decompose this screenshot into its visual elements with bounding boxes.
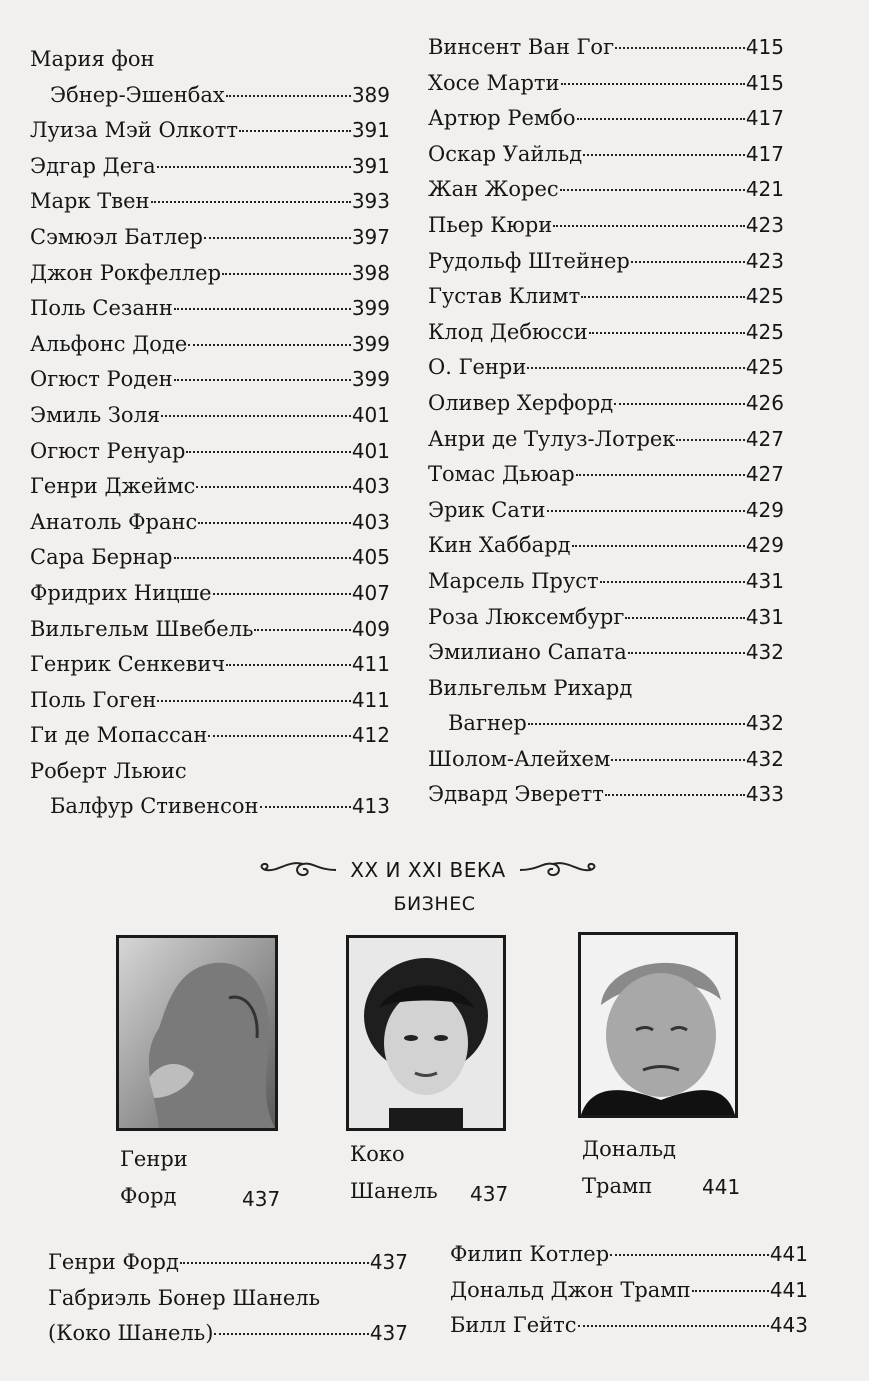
entry-name: Рудольф Штейнер [428,248,630,273]
entry-name: Билл Гейтс [450,1313,577,1338]
caption-line2: Трамп [582,1174,653,1198]
index-entry [30,754,390,790]
caption-page: 441 [702,1175,741,1199]
index-entry [30,683,390,719]
entry-page: 443 [769,1313,808,1338]
entry-page: 429 [745,497,784,522]
index-entry [30,434,390,470]
entry-name: Шолом-Алейхем [428,746,611,771]
dot-leader [560,189,745,191]
entry-name: О. Генри [428,355,527,380]
section-header [238,852,618,888]
index-entry [428,172,784,208]
dot-leader [578,1325,769,1327]
entry-name: Сара Бернар [30,545,173,570]
portrait-donald-trump [578,932,738,1118]
index-entry [428,137,784,173]
dot-leader [204,237,351,239]
index-entry [450,1308,808,1344]
entry-name: Вильгельм Рихард [428,675,633,700]
entry-name: Марсель Пруст [428,568,599,593]
dot-leader [692,1290,769,1292]
index-entry [428,208,784,244]
entry-page: 423 [745,248,784,273]
entry-name: Густав Климт [428,284,581,309]
entry-name: Джон Рокфеллер [30,260,222,285]
entry-name: Кин Хаббард [428,533,571,558]
entry-name: Генри Форд [48,1250,179,1274]
index-entry [30,113,390,149]
dot-leader [174,379,351,381]
index-entry [428,30,784,66]
caption-line1: Коко [350,1142,405,1166]
dot-leader [196,486,350,488]
index-entry [428,350,784,386]
entry-page: 391 [351,153,390,178]
index-entry [30,469,390,505]
entry-page: 389 [351,82,390,107]
index-entry [30,220,390,256]
caption-page: 437 [470,1182,509,1206]
entry-name: Сэмюэл Батлер [30,224,204,249]
index-entry [30,540,390,576]
dot-leader [213,593,351,595]
dot-leader [600,581,745,583]
dot-leader [628,652,745,654]
section-title: XX И XXI ВЕКА [350,858,506,882]
dot-leader [186,451,350,453]
index-entry [30,184,390,220]
dot-leader [180,1262,369,1264]
entry-page: 391 [351,118,390,143]
dot-leader [188,344,351,346]
entry-name: Роберт Льюис [30,758,187,783]
entry-page: 427 [745,426,784,451]
portrait-coco-chanel [346,935,506,1131]
dot-leader [614,403,745,405]
dot-leader [553,225,745,227]
dot-leader [161,415,351,417]
dot-leader [157,700,350,702]
dot-leader [527,367,744,369]
entry-page: 425 [745,319,784,344]
entry-page: 429 [745,533,784,558]
entry-name: Роза Люксембург [428,604,625,629]
entry-name: Эбнер-Эшенбах [50,82,225,107]
entry-page: 432 [745,711,784,736]
entry-name: Балфур Стивенсон [50,794,259,819]
index-entry [428,66,784,102]
entry-page: 401 [351,438,390,463]
entry-page: 413 [351,794,390,819]
dot-leader [583,154,745,156]
index-entry [30,327,390,363]
dot-leader [611,759,745,761]
dot-leader [561,83,745,85]
entry-page: 398 [351,260,390,285]
index-entry [30,612,390,648]
entry-name: Эдвард Эверетт [428,782,604,807]
index-entry [428,742,784,778]
entry-name: Анри де Тулуз-Лотрек [428,426,676,451]
entry-page: 409 [351,616,390,641]
entry-page: 399 [351,331,390,356]
index-entry [428,386,784,422]
entry-page: 441 [769,1242,808,1266]
entry-page: 412 [351,723,390,748]
entry-name: Луиза Мэй Олкотт [30,118,239,143]
index-entry [48,1281,408,1317]
dot-leader [605,794,745,796]
dot-leader [676,439,744,441]
entry-name: Генри Джеймс [30,474,196,499]
entry-name: Вильгельм Швебель [30,616,254,641]
dot-leader [615,47,745,49]
entry-page: 417 [745,106,784,131]
dot-leader [198,522,351,524]
dot-leader [547,510,745,512]
index-entry [428,528,784,564]
dot-leader [208,735,351,737]
entry-name: Ги де Мопассан [30,723,208,748]
entry-page: 433 [745,782,784,807]
entry-name: (Коко Шанель) [48,1321,214,1346]
entry-name: Оливер Херфорд [428,390,614,415]
index-bottom-right [450,1237,808,1344]
entry-name: Жан Жорес [428,177,559,202]
entry-page: 437 [369,1250,408,1274]
entry-name: Хосе Марти [428,70,560,95]
caption-line1: Дональд [582,1137,676,1161]
entry-page: 399 [351,367,390,392]
entry-page: 397 [351,224,390,249]
index-entry [428,493,784,529]
dot-leader [214,1333,368,1335]
entry-page: 403 [351,509,390,534]
entry-page: 407 [351,580,390,605]
index-entry [450,1273,808,1309]
index-entry [450,1237,808,1273]
index-entry [428,600,784,636]
entry-page: 393 [351,189,390,214]
entry-name: Альфонс Доде [30,331,188,356]
dot-leader [157,166,351,168]
entry-name: Эмилиано Сапата [428,640,627,665]
entry-page: 427 [745,462,784,487]
entry-name: Эмиль Золя [30,402,161,427]
left-ornament-icon [258,858,338,882]
index-entry [428,422,784,458]
portrait-henry-ford [116,935,278,1131]
index-entry [428,279,784,315]
entry-name: Габриэль Бонер Шанель [48,1285,321,1310]
dot-leader [174,308,351,310]
caption-henry-ford [120,1141,290,1221]
entry-name: Артюр Рембо [428,106,576,131]
entry-page: 432 [745,640,784,665]
entry-page: 441 [769,1277,808,1302]
entry-page: 421 [745,177,784,202]
entry-name: Оскар Уайльд [428,141,583,166]
entry-name: Марк Твен [30,189,150,214]
entry-page: 431 [745,604,784,629]
entry-page: 411 [351,652,390,677]
entry-name: Эрик Сати [428,497,546,522]
entry-page: 405 [351,545,390,570]
entry-name: Вагнер [448,711,527,736]
index-column-left [30,42,390,825]
entry-page: 403 [351,474,390,499]
dot-leader [226,95,351,97]
entry-page: 431 [745,568,784,593]
entry-name: Анатоль Франс [30,509,198,534]
entry-name: Огюст Роден [30,367,173,392]
entry-name: Мария фон [30,47,155,71]
index-column-right [428,30,784,813]
index-entry [30,505,390,541]
entry-name: Огюст Ренуар [30,438,186,463]
index-entry [30,576,390,612]
entry-name: Эдгар Дега [30,153,156,178]
index-bottom-left [48,1245,408,1352]
dot-leader [528,723,745,725]
entry-name: Пьер Кюри [428,212,553,237]
dot-leader [576,474,745,476]
dot-leader [577,118,745,120]
entry-page: 425 [745,284,784,309]
dot-leader [260,806,351,808]
entry-page: 432 [745,746,784,771]
entry-page: 415 [745,35,784,59]
dot-leader [581,296,745,298]
dot-leader [572,545,745,547]
entry-page: 425 [745,355,784,380]
entry-name: Поль Сезанн [30,296,173,321]
entry-page: 411 [351,687,390,712]
dot-leader [254,629,350,631]
index-entry [428,564,784,600]
dot-leader [151,201,351,203]
index-entry [30,256,390,292]
index-entry [30,42,390,78]
entry-name: Поль Гоген [30,687,157,712]
right-ornament-icon [518,858,598,882]
entry-page: 399 [351,296,390,321]
index-entry [30,398,390,434]
index-entry [48,1316,408,1352]
dot-leader [174,557,351,559]
index-entry [428,244,784,280]
index-entry [428,706,784,742]
entry-page: 401 [351,402,390,427]
index-entry [30,291,390,327]
dot-leader [589,332,745,334]
index-entry [428,457,784,493]
entry-name: Фридрих Ницше [30,580,212,605]
index-entry [30,718,390,754]
index-entry [30,789,390,825]
index-entry [428,101,784,137]
entry-page: 437 [369,1321,408,1346]
entry-name: Дональд Джон Трамп [450,1277,691,1302]
index-entry [428,671,784,707]
caption-coco-chanel [350,1136,520,1216]
index-entry [428,777,784,813]
entry-page: 423 [745,212,784,237]
entry-name: Генрик Сенкевич [30,652,226,677]
entry-name: Винсент Ван Гог [428,35,615,59]
dot-leader [631,261,745,263]
entry-page: 415 [745,70,784,95]
entry-name: Томас Дьюар [428,462,575,487]
index-entry [428,635,784,671]
caption-page: 437 [242,1187,281,1211]
entry-name: Филип Котлер [450,1242,610,1266]
index-entry [30,362,390,398]
caption-line1: Генри [120,1147,188,1171]
dot-leader [226,664,350,666]
dot-leader [222,273,351,275]
dot-leader [239,130,351,132]
index-entry [30,647,390,683]
dot-leader [625,617,744,619]
index-entry [428,315,784,351]
dot-leader [610,1254,769,1256]
entry-page: 426 [745,390,784,415]
index-entry [30,78,390,114]
caption-line2: Шанель [350,1179,438,1203]
entry-name: Клод Дебюсси [428,319,588,344]
index-entry [48,1245,408,1281]
caption-donald-trump [582,1131,752,1211]
index-entry [30,149,390,185]
section-subtitle: БИЗНЕС [393,893,476,915]
entry-page: 417 [745,141,784,166]
caption-line2: Форд [120,1184,177,1208]
